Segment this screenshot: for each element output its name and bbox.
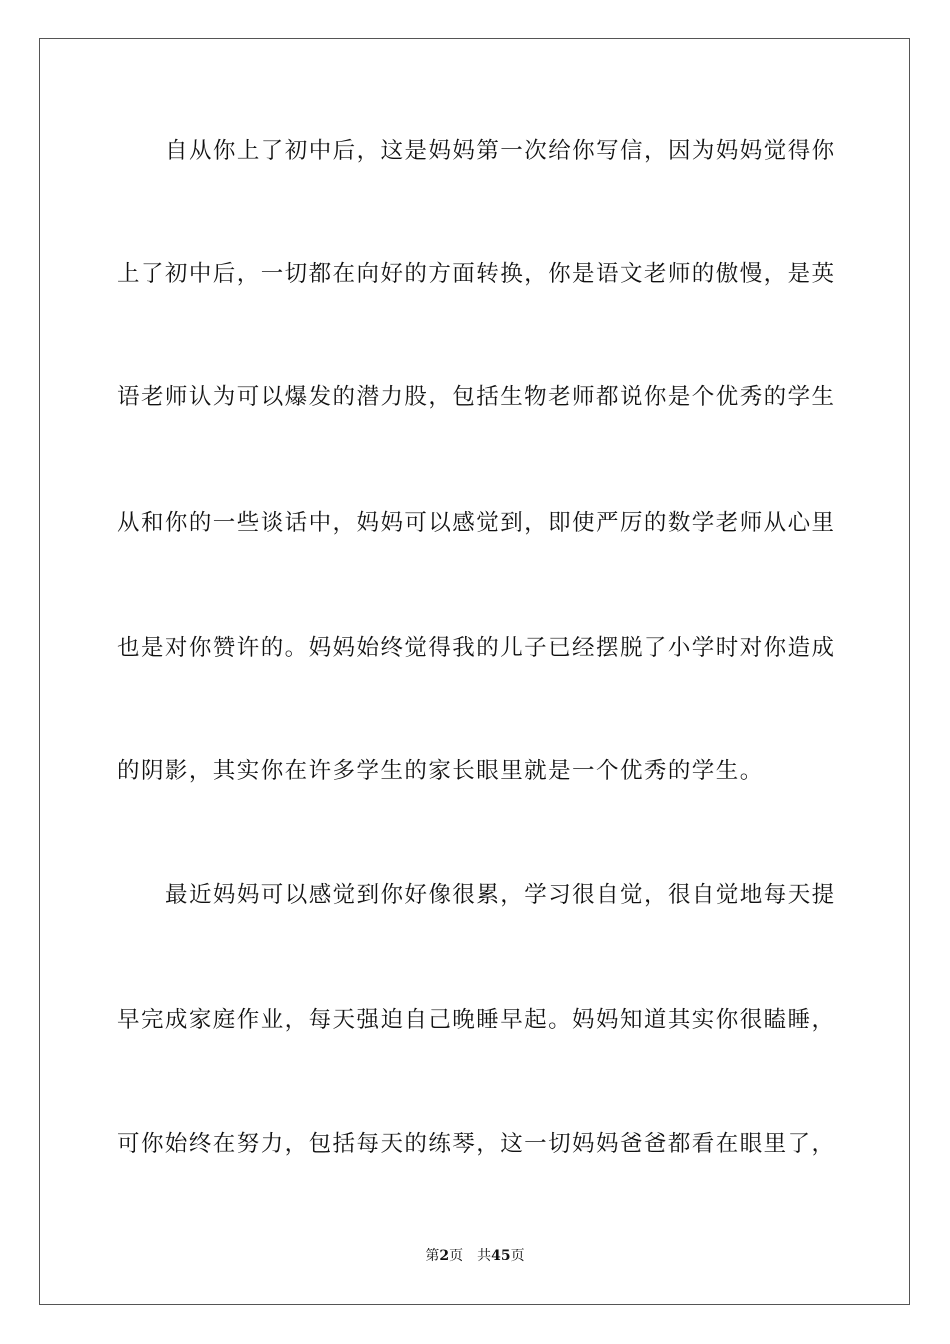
total-suffix: 页	[510, 1248, 525, 1264]
total-pages: 45	[491, 1248, 511, 1264]
page-border	[39, 38, 910, 1305]
paragraph-line: 早完成家庭作业，每天强迫自己晚睡早起。妈妈知道其实你很瞌睡，	[117, 1007, 836, 1033]
paragraph-line: 自从你上了初中后，这是妈妈第一次给你写信，因为妈妈觉得你	[165, 138, 836, 164]
paragraph-line: 语老师认为可以爆发的潜力股，包括生物老师都说你是个优秀的学生	[117, 384, 836, 410]
page-prefix: 第	[425, 1248, 440, 1264]
paragraph-line: 可你始终在努力，包括每天的练琴，这一切妈妈爸爸都看在眼里了，	[117, 1131, 836, 1157]
page-suffix: 页	[449, 1248, 464, 1264]
paragraph-line: 的阴影，其实你在许多学生的家长眼里就是一个优秀的学生。	[117, 758, 764, 784]
paragraph-line: 也是对你赞许的。妈妈始终觉得我的儿子已经摆脱了小学时对你造成	[117, 635, 836, 661]
total-prefix: 共	[477, 1248, 492, 1264]
page-footer	[0, 1246, 950, 1266]
paragraph-line: 从和你的一些谈话中，妈妈可以感觉到，即使严厉的数学老师从心里	[117, 510, 836, 536]
paragraph-line: 上了初中后，一切都在向好的方面转换，你是语文老师的傲慢，是英	[117, 261, 836, 287]
paragraph-line: 最近妈妈可以感觉到你好像很累，学习很自觉，很自觉地每天提	[165, 882, 836, 908]
page-number: 2	[439, 1248, 450, 1264]
